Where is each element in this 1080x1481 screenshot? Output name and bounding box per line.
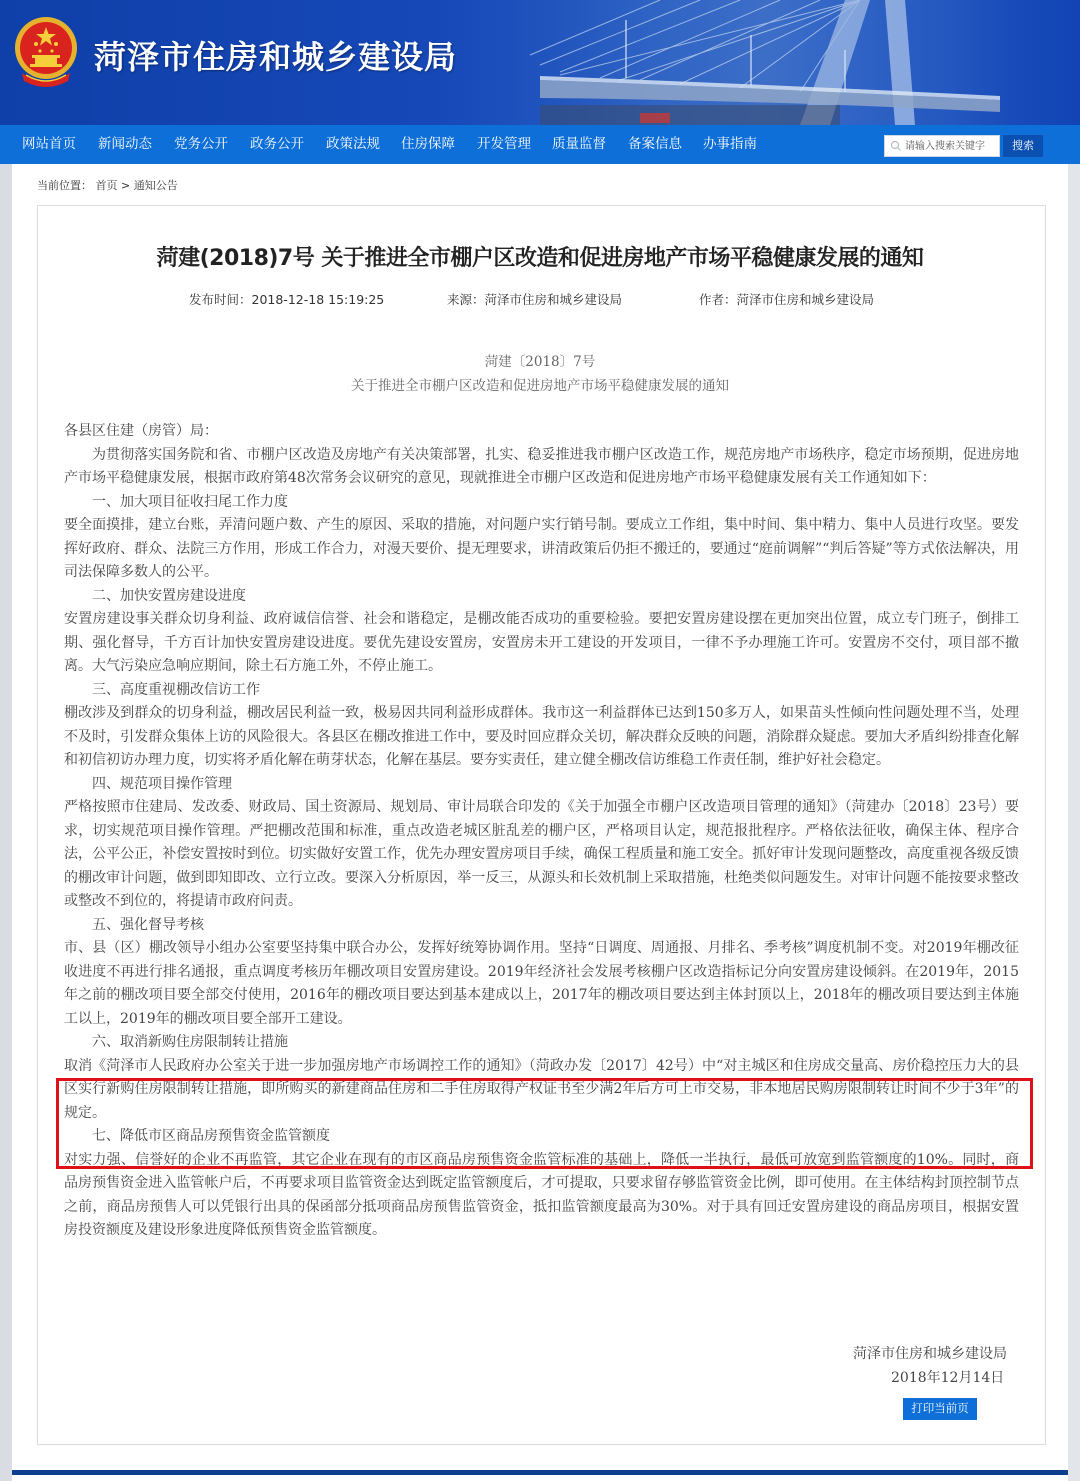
- section-body-2: 安置房建设事关群众切身利益、政府诚信信誉、社会和谐稳定，是棚改能否成功的重要检验。要把安置房建设摆在更加突出位置，成立专门班子，倒排工期、强化督导，千方百计加快安置房建设进度。要优先建设安置房，安置房未开工建设的开发项目，一律不予办理施工许可。安置房不交付，项目部不撤离。大气污染应急响应期间，除土石方施工外，不停止施工。: [64, 611, 1019, 674]
- salutation: 各县区住建（房管）局：: [64, 423, 218, 439]
- document-number: 菏建〔2018〕7号: [484, 354, 596, 370]
- nav-item-development[interactable]: 开发管理: [477, 136, 531, 152]
- footer-divider: [12, 1470, 1068, 1475]
- article-source: 来源：菏泽市住房和城乡建设局: [447, 292, 623, 307]
- nav-item-home[interactable]: 网站首页: [22, 136, 76, 152]
- section-body-1: 要全面摸排，建立台账，弄清问题户数、产生的原因、采取的措施，对问题户实行销号制。要成立工作组，集中时间、集中精力、集中人员进行攻坚。要发挥好政府、群众、法院三方作用，形成工作合力，对漫天要价、提无理要求，讲清政策后仍拒不搬迁的，要通过“庭前调解”“判后答疑”等方式依法解决，用司法保障多数人的公平。: [64, 517, 1019, 580]
- site-title: 菏泽市住房和城乡建设局: [94, 38, 458, 76]
- nav-item-filing-info[interactable]: 备案信息: [628, 136, 682, 152]
- breadcrumb-prefix: 当前位置：: [37, 179, 92, 192]
- nav-item-news[interactable]: 新闻动态: [98, 136, 152, 152]
- publish-time: 发布时间：2018-12-18 15:19:25: [189, 292, 385, 307]
- section-body-6: 取消《菏泽市人民政府办公室关于进一步加强房地产市场调控工作的通知》（菏政办发〔2017〕42号）中“对主城区和住房成交量高、房价稳控压力大的县区实行新购住房限制转让措施，即所购买的新建商品住房和二手住房取得产权证书至少满2年后方可上市交易，非本地居民购房限制转让时间不少于3年”的规定。: [64, 1057, 1019, 1121]
- article-author: 作者：菏泽市住房和城乡建设局: [699, 292, 875, 307]
- section-heading-7: 七、降低市区商品房预售资金监管额度: [92, 1128, 330, 1144]
- section-body-5: 市、县（区）棚改领导小组办公室要坚持集中联合办公，发挥好统筹协调作用。坚持“日调度、周通报、月排名、季考核”调度机制不变。对2019年棚改征收进度不再进行排名通报，重点调度考核历年棚改项目安置房建设。2019年经济社会发展考核棚户区改造指标记分向安置房建设倾斜。在2019年，2015年之前的棚改项目要全部交付使用，2016年的棚改项目要达到基本建成以上，2017年的棚改项目要达到主体封顶以上，2018年的棚改项目要达到主体施工以上，2019年的棚改项目要全部开工建设。: [64, 940, 1019, 1027]
- nav-item-policies[interactable]: 政策法规: [326, 136, 380, 152]
- nav-item-service-guide[interactable]: 办事指南: [703, 136, 757, 152]
- nav-item-housing-security[interactable]: 住房保障: [401, 136, 455, 152]
- signature-date: 2018年12月14日: [891, 1370, 1005, 1386]
- article-title: 菏建(2018)7号 关于推进全市棚户区改造和促进房地产市场平稳健康发展的通知: [156, 246, 924, 271]
- search-button[interactable]: 搜索: [1003, 135, 1043, 157]
- intro-paragraph: 为贯彻落实国务院和省、市棚户区改造及房地产有关决策部署，扎实、稳妥推进我市棚户区改造工作，规范房地产市场秩序，稳定市场预期，促进房地产市场平稳健康发展，根据市政府第48次常务会议研究的意见，现就推进全市棚户区改造和促进房地产市场平稳健康发展有关工作通知如下：: [64, 446, 1019, 486]
- document-subtitle: 关于推进全市棚户区改造和促进房地产市场平稳健康发展的通知: [351, 378, 729, 394]
- print-page-button[interactable]: 打印当前页: [903, 1398, 977, 1420]
- section-heading-5: 五、强化督导考核: [92, 916, 204, 933]
- article-body: [64, 420, 1019, 1243]
- section-body-3: 棚改涉及到群众的切身利益，棚改居民利益一致，极易因共同利益形成群体。我市这一利益群体已达到150多万人，如果苗头性倾向性问题处理不当，处理不及时，引发群众集体上访的风险很大。各县区在棚改推进工作中，要及时回应群众关切，解决群众反映的问题，消除群众疑虑。要加大矛盾纠纷排查化解和初信初访办理力度，切实将矛盾化解在萌芽状态，化解在基层。要夯实责任，建立健全棚改信访维稳工作责任制，维护好社会稳定。: [64, 705, 1019, 768]
- search-icon: [890, 140, 902, 152]
- national-emblem-logo: [12, 15, 80, 87]
- section-body-4: 严格按照市住建局、发改委、财政局、国土资源局、规划局、审计局联合印发的《关于加强全市棚户区改造项目管理的通知》（菏建办〔2018〕23号）要求，切实规范项目操作管理。严把棚改范围和标准，重点改造老城区脏乱差的棚户区，严格项目认定，规范报批程序。严格依法征收，确保主体、程序合法，公平公正，补偿安置按时到位。切实做好安置工作，优先办理安置房项目手续，确保工程质量和施工安全。抓好审计发现问题整改，高度重视各级反馈的棚改审计问题，做到即知即改、立行立改。要深入分析原因，举一反三，从源头和长效机制上采取措施，杜绝类似问题发生。对审计问题不能按要求整改或整改不到位的，将提请市政府问责。: [64, 799, 1019, 909]
- site-banner: [0, 0, 1080, 125]
- section-heading-1: 一、加大项目征收扫尾工作力度: [92, 493, 288, 510]
- breadcrumb-separator: >: [121, 179, 131, 192]
- breadcrumb: [37, 177, 178, 193]
- nav-item-party-affairs[interactable]: 党务公开: [174, 136, 228, 152]
- breadcrumb-current[interactable]: 通知公告: [133, 179, 178, 192]
- search-input[interactable]: [905, 136, 999, 156]
- section-heading-4: 四、规范项目操作管理: [92, 775, 232, 792]
- section-body-7: 对实力强、信誉好的企业不再监管，其它企业在现有的市区商品房预售资金监管标准的基础上，降低一半执行，最低可放宽到监管额度的10%。同时，商品房预售资金进入监管帐户后，不再要求项目监管资金达到既定监管额度后，才可提取，只要求留存够监管资金比例，即可使用。在主体结构封顶控制节点之前，商品房预售人可以凭银行出具的保函部分抵项商品房预售监管资金，抵扣监管额度最高为30%。对于具有回迁安置房建设的商品房项目，根据安置房投资额度及建设形象进度降低预售资金监管额度。: [64, 1151, 1019, 1238]
- nav-item-government-affairs[interactable]: 政务公开: [250, 136, 304, 152]
- search-box: [884, 135, 1000, 157]
- section-heading-2: 二、加快安置房建设进度: [92, 587, 246, 604]
- signature-organization: 菏泽市住房和城乡建设局: [853, 1346, 1007, 1362]
- nav-item-quality-supervision[interactable]: 质量监督: [552, 136, 606, 152]
- section-heading-6: 六、取消新购住房限制转让措施: [92, 1034, 288, 1050]
- breadcrumb-home-link[interactable]: 首页: [95, 179, 118, 192]
- section-heading-3: 三、高度重视棚改信访工作: [92, 681, 260, 698]
